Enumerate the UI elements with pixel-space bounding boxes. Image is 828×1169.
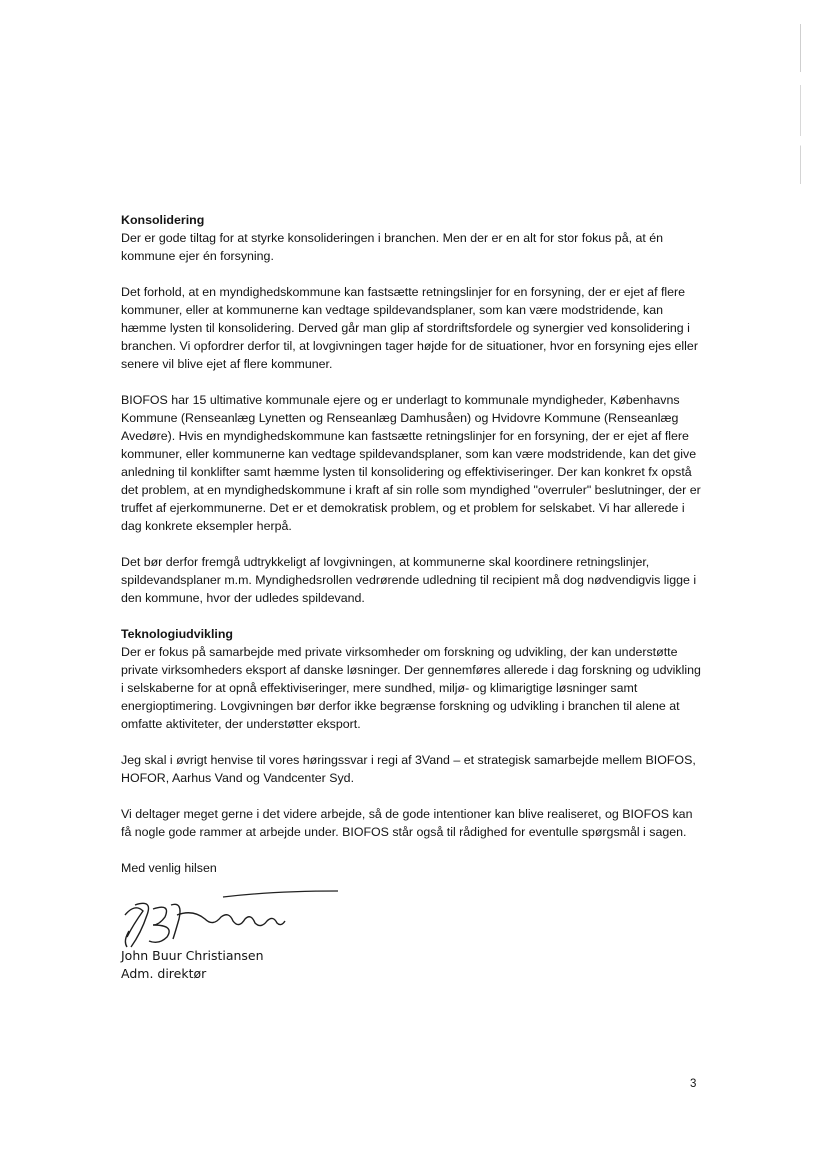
paragraph: Der er fokus på samarbejde med private virksomheder om forskning og udvikling, der kan understøtte private virksomheders eksport af danske løsninger. Der gennemføres allerede i dag forskning og udvikling i selskaberne for at opnå effektiviseringer, mere sundhed, miljø- og klimarigtige løsninger samt energioptimering. Lovgivningen bør derfor ikke begrænse forskning og udvikling i branchen til alene at omfatte aktiviteter, der understøtter eksport. <box>121 645 701 731</box>
paragraph: Det forhold, at en myndighedskommune kan fastsætte retningslinjer for en forsyning, der er ejet af flere kommuner, eller at kommunerne kan vedtage spildevandsplaner, som kan være modstridende, kan hæmme lysten til konsolidering. Derved går man glip af stordriftsfordele og synergier ved konsolidering i branchen. Vi opfordrer derfor til, at lovgivningen tager højde for de situationer, hvor en forsyning ejes eller senere vil blive ejet af flere kommuner. <box>121 285 698 371</box>
paragraph: Det bør derfor fremgå udtrykkeligt af lovgivningen, at kommunerne skal koordinere retningslinjer, spildevandsplaner m.m. Myndighedsrollen vedrørende udledning til recipient må dog nødvendigvis ligge i den kommune, hvor der udledes spildevand. <box>121 555 697 605</box>
signatory-name: John Buur Christiansen <box>121 948 264 963</box>
section-konsolidering <box>121 211 701 607</box>
letter-body <box>121 211 701 1015</box>
signature-block <box>121 895 701 1015</box>
section-heading: Konsolidering <box>121 213 205 227</box>
signatory-title: Adm. direktør <box>121 966 207 981</box>
section-teknologiudvikling <box>121 625 701 841</box>
section-heading: Teknologiudvikling <box>121 627 233 641</box>
paragraph: Vi deltager meget gerne i det videre arbejde, så de gode intentioner kan blive realiseret, og BIOFOS kan få nogle gode rammer at arbejde under. BIOFOS står også til rådighed for eventulle spørgsmål i sagen. <box>121 807 693 839</box>
scan-edge-mark <box>800 24 801 184</box>
paragraph: Der er gode tiltag for at styrke konsolideringen i branchen. Men der er en alt for stor fokus på, at én kommune ejer én forsyning. <box>121 231 664 263</box>
paragraph: BIOFOS har 15 ultimative kommunale ejere og er underlagt to kommunale myndigheder, Københavns Kommune (Renseanlæg Lynetten og Renseanlæg Damhusåen) og Hvidovre Kommune (Renseanlæg Avedøre). Hvis en myndighedskommune kan fastsætte retningslinjer for en forsyning, der er ejet af flere kommuner, eller kommunerne kan vedtage spildevandsplaner, som kan være modstridende, kan det give anledning til konklifter samt hæmme lysten til konsolidering og effektiviseringer. Der kan konkret fx opstå det problem, at en myndighedskommune i kraft af sin rolle som myndighed "overruler" beslutninger, der er truffet af ejerkommunerne. Det er et demokratisk problem, og et problem for selskabet. Vi har allerede i dag konkrete eksempler herpå. <box>121 393 701 533</box>
closing-greeting: Med venlig hilsen <box>121 861 217 875</box>
paragraph: Jeg skal i øvrigt henvise til vores høringssvar i regi af 3Vand – et strategisk samarbejde mellem BIOFOS, HOFOR, Aarhus Vand og Vandcenter Syd. <box>121 753 696 785</box>
page-number: 3 <box>690 1078 697 1090</box>
